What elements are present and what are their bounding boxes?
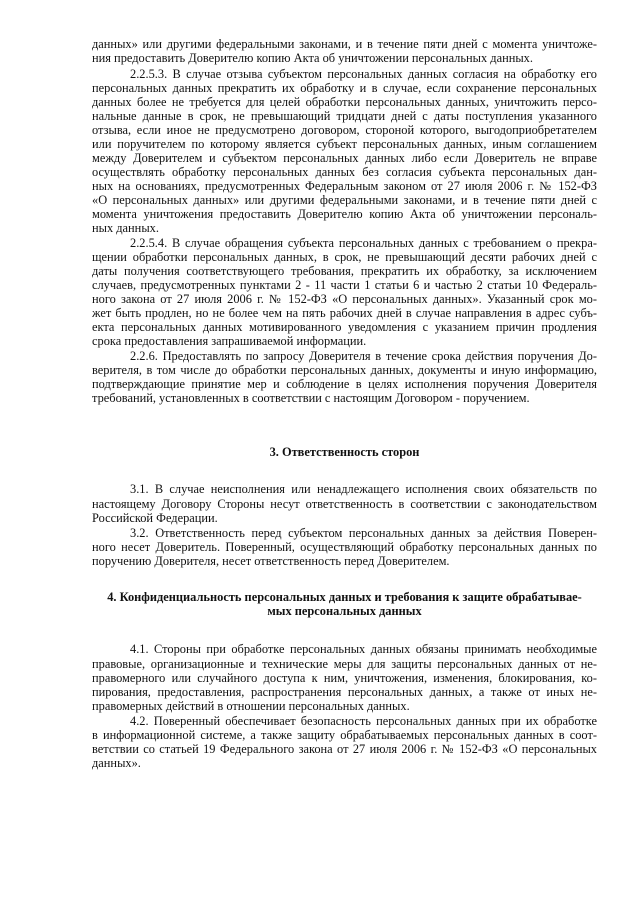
text-line: щении обработки персональных данных, в срок, не превышающий десяти рабочих дней с [92,250,597,264]
text-line: срока предоставления запрашиваемой информации. [92,334,367,348]
text-line: поручению Доверителя, несет ответственность перед Доверителем. [92,554,450,568]
text-line: правовые, организационные и технические меры для защиты персональных данных от не- [92,657,597,671]
text-line: 2.2.6. Предоставлять по запросу Доверителя в течение срока действия поручения До- [130,349,597,363]
text-line: правомерного или случайного доступа к ним, уничтожения, изменения, блокирования, ко- [92,671,597,685]
text-line: данных более не требуется для целей обработки персональных данных, уничтожить персо- [92,95,597,109]
text-line: 3.2. Ответственность перед субъектом персональных данных за действия Поверен- [130,526,597,540]
text-line: ного несет Доверитель. Поверенный, осуществляющий обработку персональных данных по [92,540,597,554]
section-heading: 4. Конфиденциальность персональных данных и требования к защите обрабатывае- [107,590,582,604]
text-line: 2.2.5.4. В случае обращения субъекта персональных данных с требованием о прекра- [130,236,597,250]
text-line: осуществлять обработку персональных данных без согласия субъекта персональных дан- [92,165,597,179]
text-line: ния предоставить Доверителю копию Акта об уничтожении персональных данных. [92,51,533,65]
text-line: даты получения соответствующего требования, прекратить их обработку, за исключением [92,264,597,278]
text-line: персональных данных прекратить их обработку и в случае, если сохранение персональных [92,81,597,95]
text-line: данных» или другими федеральными законами, и в течение пяти дней с момента уничтоже- [92,37,597,51]
text-line: правомерных действий в отношении персональных данных. [92,699,410,713]
text-line: ных на основаниях, предусмотренных Федеральным законом от 27 июля 2006 г. № 152-ФЗ [92,179,597,193]
text-line: 3.1. В случае неисполнения или ненадлежащего исполнения своих обязательств по [130,482,597,496]
text-line: данных». [92,756,141,770]
text-line: момента уничтожения предоставить Доверителю копию Акта об уничтожении персональ- [92,207,597,221]
text-line: или поручителем по которому является субъект персональных данных, иным соглашением [92,137,597,151]
text-line: 4.1. Стороны при обработке персональных данных обязаны принимать необходимые [130,642,597,656]
text-line: верителя, в том числе до обработки персональных данных, документы и иную информацию, [92,363,597,377]
text-line: пирования, предоставления, распространения персональных данных, а также от иных не- [92,685,597,699]
text-line: отзыва, если иное не предусмотрено договором, стороной которого, выгодоприобретателем [92,123,597,137]
text-line: екта персональных данных мотивированного уведомления с указанием причин продления [92,320,597,334]
text-line: ного закона от 27 июля 2006 г. № 152-ФЗ «О персональных данных». Указанный срок мо- [92,292,597,306]
text-line: настоящему Договору Стороны несут ответственность в соответствии с законодательством [92,497,597,511]
text-line: случаев, предусмотренных пунктами 2 - 11 части 1 статьи 6 и частью 2 статьи 10 Федераль- [92,278,597,292]
text-line: жет быть продлен, но не более чем на пять рабочих дней в случае направления в адрес субъ- [92,306,597,320]
text-line: требований, установленных в соответствии с настоящим Договором - поручением. [92,391,530,405]
text-line: нальные данные в срок, не превышающий тридцати дней с даты поступления указанного [92,109,597,123]
text-line: Российской Федерации. [92,511,218,525]
text-line: в информационной системе, а также защиту обрабатываемых персональных данных в соот- [92,728,597,742]
text-line: между Доверителем и субъектом персональных данных либо если Доверитель не вправе [92,151,597,165]
text-line: 4.2. Поверенный обеспечивает безопасность персональных данных при их обработке [130,714,597,728]
section-heading: 3. Ответственность сторон [269,445,420,459]
text-line: ных данных. [92,221,159,235]
text-line: ветствии со статьей 19 Федерального закона от 27 июля 2006 г. № 152-ФЗ «О персональных [92,742,597,756]
section-heading: мых персональных данных [267,604,422,618]
text-line: «О персональных данных» или другими федеральными законами, и в течение пяти дней с [92,193,597,207]
text-line: 2.2.5.3. В случае отзыва субъектом персональных данных согласия на обработку его [130,67,597,81]
text-line: подтверждающие принятие мер и соблюдение в целях исполнения поручения Доверителя [92,377,597,391]
